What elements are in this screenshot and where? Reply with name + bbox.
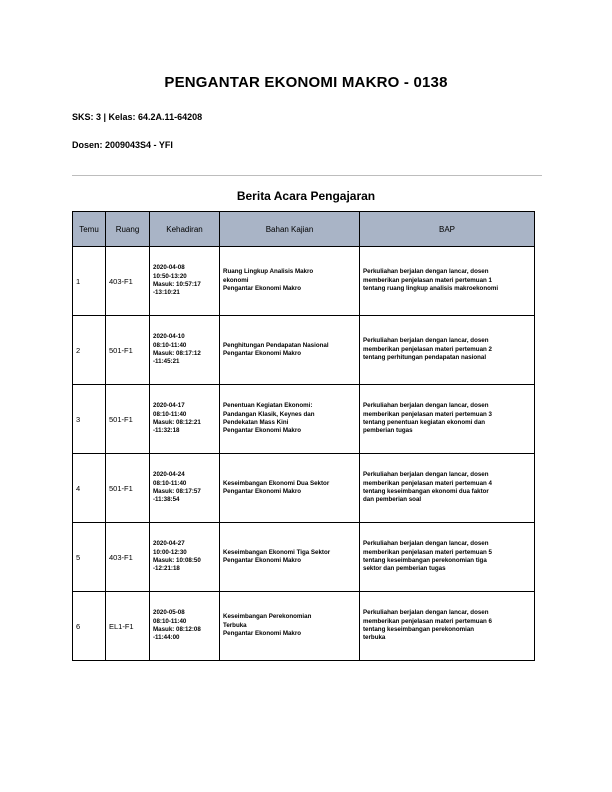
table-row bbox=[73, 592, 535, 661]
cell-bap-line: memberikan penjelasan materi pertemuan 5 bbox=[363, 548, 492, 556]
table-row bbox=[73, 523, 535, 592]
header-bap: BAP bbox=[360, 212, 535, 247]
cell-kehadiran-line: -13:10:21 bbox=[153, 289, 180, 297]
cell-kehadiran bbox=[150, 454, 220, 523]
cell-temu: 6 bbox=[73, 592, 106, 661]
cell-bap bbox=[360, 385, 535, 454]
cell-bap bbox=[360, 454, 535, 523]
cell-kehadiran-line: Masuk: 08:12:08 bbox=[153, 626, 201, 633]
cell-ruang: 403-F1 bbox=[106, 523, 150, 592]
table-row bbox=[73, 316, 535, 385]
cell-kehadiran-line: 10:50-13:20 bbox=[153, 272, 187, 280]
cell-bap-line: sektor dan pemberian tugas bbox=[363, 565, 446, 573]
cell-kehadiran-line: 2020-04-17 bbox=[153, 402, 185, 410]
cell-bahan-kajian bbox=[220, 385, 360, 454]
cell-bap bbox=[360, 316, 535, 385]
cell-bap bbox=[360, 247, 535, 316]
cell-kehadiran-line: Masuk: 08:17:12 bbox=[153, 350, 201, 357]
header-ruang: Ruang bbox=[106, 212, 150, 247]
cell-ruang: 501-F1 bbox=[106, 454, 150, 523]
bap-table bbox=[72, 211, 535, 661]
cell-bahan-kajian-line: Keseimbangan Perekonomian bbox=[223, 613, 312, 621]
table-row bbox=[73, 247, 535, 316]
cell-bahan-kajian bbox=[220, 454, 360, 523]
cell-bahan-kajian-line: Pengantar Ekonomi Makro bbox=[223, 557, 302, 564]
cell-kehadiran bbox=[150, 316, 220, 385]
cell-kehadiran-line: 10:00-12:30 bbox=[153, 548, 187, 556]
cell-kehadiran-line: -11:32:18 bbox=[153, 427, 180, 435]
cell-bahan-kajian bbox=[220, 523, 360, 592]
divider bbox=[72, 175, 542, 176]
cell-bahan-kajian-line: Pandangan Klasik, Keynes dan bbox=[223, 410, 315, 418]
cell-kehadiran bbox=[150, 385, 220, 454]
cell-kehadiran-line: -11:38:54 bbox=[153, 496, 180, 504]
cell-ruang: 403-F1 bbox=[106, 247, 150, 316]
cell-kehadiran bbox=[150, 247, 220, 316]
cell-kehadiran-line: -11:44:00 bbox=[153, 634, 180, 642]
cell-kehadiran bbox=[150, 592, 220, 661]
cell-bahan-kajian-line: Pengantar Ekonomi Makro bbox=[223, 630, 302, 638]
cell-bahan-kajian-line: Keseimbangan Ekonomi Tiga Sektor bbox=[223, 548, 331, 556]
cell-bap-line: tentang keseimbangan ekonomi dua faktor bbox=[363, 488, 489, 495]
cell-temu: 3 bbox=[73, 385, 106, 454]
cell-kehadiran-line: 2020-04-27 bbox=[153, 540, 185, 548]
cell-kehadiran-line: Masuk: 10:08:50 bbox=[153, 557, 201, 564]
cell-bahan-kajian-line: Penghitungan Pendapatan Nasional bbox=[223, 341, 329, 349]
cell-bap-line: memberikan penjelasan materi pertemuan 4 bbox=[363, 479, 492, 487]
cell-bap-line: terbuka bbox=[363, 634, 386, 642]
table-header-row bbox=[73, 212, 535, 247]
cell-kehadiran-line: 2020-04-10 bbox=[153, 333, 185, 341]
cell-bap-line: dan pemberian soal bbox=[363, 496, 422, 504]
cell-kehadiran-line: 2020-05-08 bbox=[153, 609, 185, 617]
cell-bap-line: Perkuliahan berjalan dengan lancar, dosen bbox=[363, 609, 489, 617]
cell-kehadiran-line: 08:10-11:40 bbox=[153, 479, 187, 487]
cell-bahan-kajian bbox=[220, 247, 360, 316]
cell-bahan-kajian-line: Pengantar Ekonomi Makro bbox=[223, 427, 302, 435]
header-kehadiran: Kehadiran bbox=[150, 212, 220, 247]
cell-kehadiran-line: Masuk: 08:17:57 bbox=[153, 488, 201, 495]
cell-kehadiran-line: 08:10-11:40 bbox=[153, 617, 187, 625]
cell-bap-line: tentang penentuan kegiatan ekonomi dan bbox=[363, 419, 486, 426]
cell-temu: 2 bbox=[73, 316, 106, 385]
cell-kehadiran-line: 2020-04-08 bbox=[153, 264, 185, 272]
cell-bap bbox=[360, 592, 535, 661]
table-row bbox=[73, 454, 535, 523]
course-info: SKS: 3 | Kelas: 64.2A.11-64208 bbox=[72, 112, 203, 122]
cell-bahan-kajian bbox=[220, 316, 360, 385]
cell-bap-line: Perkuliahan berjalan dengan lancar, dosen bbox=[363, 402, 489, 410]
cell-bahan-kajian-line: Terbuka bbox=[223, 621, 247, 629]
cell-kehadiran bbox=[150, 523, 220, 592]
cell-kehadiran-line: -11:45:21 bbox=[153, 358, 180, 366]
header-bahan-kajian: Bahan Kajian bbox=[220, 212, 360, 247]
cell-bap-line: memberikan penjelasan materi pertemuan 2 bbox=[363, 345, 492, 353]
table-row bbox=[73, 385, 535, 454]
cell-bap-line: pemberian tugas bbox=[363, 427, 413, 435]
cell-bahan-kajian-line: Pengantar Ekonomi Makro bbox=[223, 285, 302, 293]
cell-ruang: EL1-F1 bbox=[106, 592, 150, 661]
cell-bap-line: memberikan penjelasan materi pertemuan 1 bbox=[363, 276, 492, 284]
cell-temu: 5 bbox=[73, 523, 106, 592]
cell-bahan-kajian-line: Pengantar Ekonomi Makro bbox=[223, 488, 302, 495]
cell-ruang: 501-F1 bbox=[106, 385, 150, 454]
cell-bahan-kajian-line: Keseimbangan Ekonomi Dua Sektor bbox=[223, 479, 330, 487]
cell-kehadiran-line: -12:21:18 bbox=[153, 565, 180, 573]
cell-bahan-kajian-line: Ruang Lingkup Analisis Makro bbox=[223, 268, 314, 276]
cell-bap-line: Perkuliahan berjalan dengan lancar, dosen bbox=[363, 337, 489, 345]
cell-bap-line: tentang keseimbangan perekonomian bbox=[363, 626, 475, 633]
cell-bap-line: memberikan penjelasan materi pertemuan 6 bbox=[363, 617, 492, 625]
cell-bap-line: Perkuliahan berjalan dengan lancar, dosen bbox=[363, 268, 489, 276]
cell-kehadiran-line: Masuk: 08:12:21 bbox=[153, 419, 201, 426]
cell-kehadiran-line: 2020-04-24 bbox=[153, 471, 185, 479]
cell-bap-line: tentang keseimbangan perekonomian tiga bbox=[363, 557, 487, 564]
table-title: Berita Acara Pengajaran bbox=[236, 189, 376, 203]
header-temu: Temu bbox=[73, 212, 106, 247]
cell-bap-line: tentang ruang lingkup analisis makroekonomi bbox=[363, 285, 499, 293]
cell-bahan-kajian-line: Penentuan Kegiatan Ekonomi: bbox=[223, 402, 313, 410]
cell-kehadiran-line: Masuk: 10:57:17 bbox=[153, 281, 201, 288]
cell-temu: 4 bbox=[73, 454, 106, 523]
cell-ruang: 501-F1 bbox=[106, 316, 150, 385]
page-title: PENGANTAR EKONOMI MAKRO - 0138 bbox=[164, 74, 448, 91]
cell-bap-line: tentang perhitungan pendapatan nasional bbox=[363, 354, 487, 362]
cell-bap-line: Perkuliahan berjalan dengan lancar, dosen bbox=[363, 471, 489, 479]
cell-temu: 1 bbox=[73, 247, 106, 316]
cell-kehadiran-line: 08:10-11:40 bbox=[153, 341, 187, 349]
cell-bap-line: Perkuliahan berjalan dengan lancar, dosen bbox=[363, 540, 489, 548]
cell-bap bbox=[360, 523, 535, 592]
cell-bahan-kajian-line: Pendekatan Mass Kini bbox=[223, 419, 289, 426]
cell-bahan-kajian bbox=[220, 592, 360, 661]
cell-bahan-kajian-line: ekonomi bbox=[223, 276, 249, 284]
lecturer-info: Dosen: 2009043S4 - YFI bbox=[72, 140, 173, 150]
cell-bap-line: memberikan penjelasan materi pertemuan 3 bbox=[363, 410, 492, 418]
cell-kehadiran-line: 08:10-11:40 bbox=[153, 410, 187, 418]
cell-bahan-kajian-line: Pengantar Ekonomi Makro bbox=[223, 350, 302, 357]
